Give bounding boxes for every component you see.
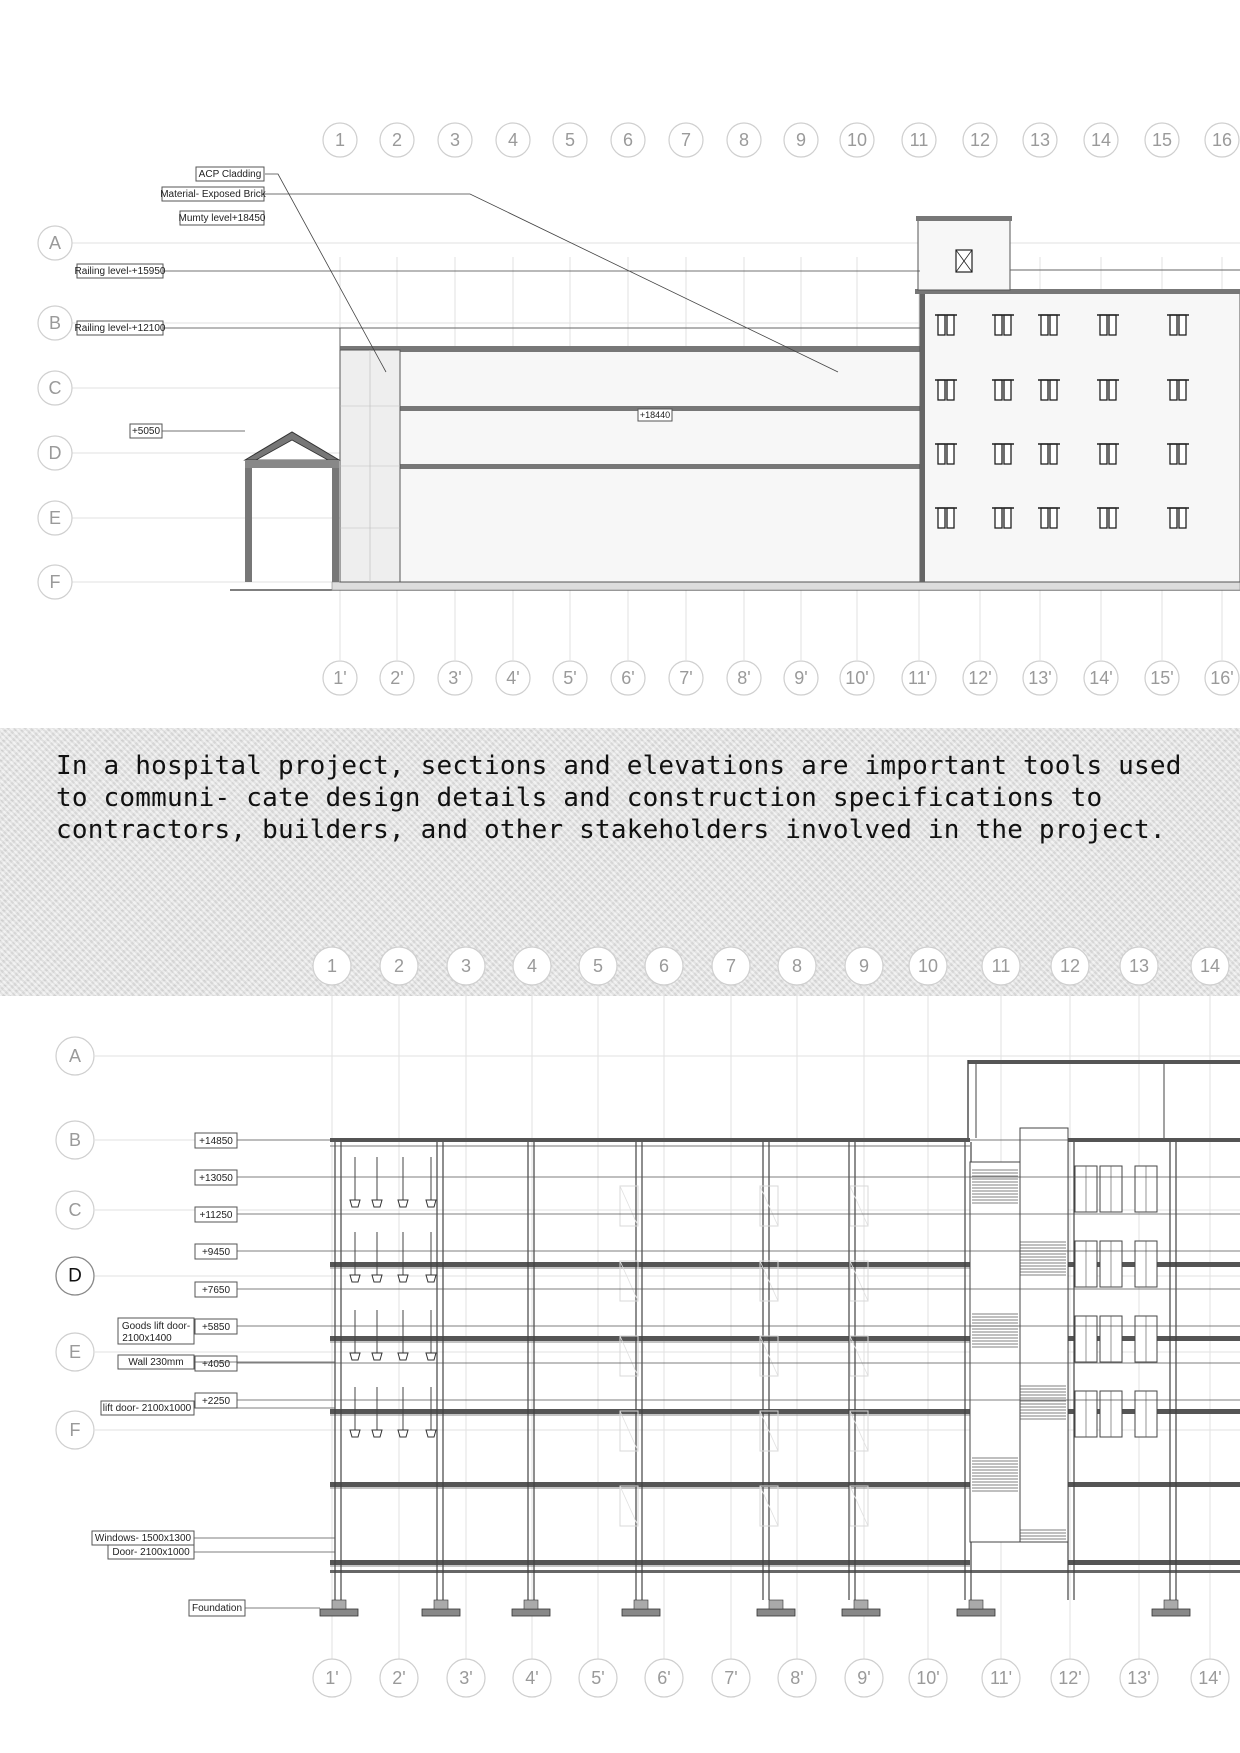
svg-text:A: A [68, 1046, 82, 1066]
elevation-column-bubble-prime-1 [323, 661, 357, 695]
section-column-bubble-prime-13 [1120, 1659, 1158, 1697]
svg-text:7: 7 [725, 956, 737, 976]
goods-lift-door-label [118, 1318, 194, 1344]
svg-text:6': 6' [621, 668, 635, 688]
railing-level-15950-label [75, 264, 166, 278]
section-column-bubble-12 [1051, 947, 1089, 985]
elevation-column-bubble-prime-16 [1205, 661, 1239, 695]
level-tag-5850 [195, 1319, 237, 1334]
elevation-column-bubble-prime-14 [1084, 661, 1118, 695]
section-column-bubble-3 [447, 947, 485, 985]
svg-text:3': 3' [448, 668, 462, 688]
elevation-column-bubble-10 [840, 123, 874, 157]
section-row-bubble-e [56, 1333, 94, 1371]
section-column-bubble-prime-1 [313, 1659, 351, 1697]
svg-text:8': 8' [790, 1668, 804, 1688]
elevation-column-bubble-prime-4 [496, 661, 530, 695]
section-row-bubble-a [56, 1037, 94, 1075]
elevation-column-bubble-5 [553, 123, 587, 157]
section-column-bubble-prime-14 [1191, 1659, 1229, 1697]
svg-text:6: 6 [658, 956, 670, 976]
svg-text:7: 7 [680, 130, 692, 150]
level-tag-11250 [195, 1207, 237, 1222]
material-brick-label [160, 187, 267, 201]
elevation-column-bubble-2 [380, 123, 414, 157]
elevation-column-bubble-13 [1023, 123, 1057, 157]
elevation-column-bubble-4 [496, 123, 530, 157]
elevation-row-bubble-a [38, 226, 72, 260]
elevation-column-bubble-prime-5 [553, 661, 587, 695]
svg-text:Foundation: Foundation [191, 1603, 243, 1614]
svg-text:9: 9 [858, 956, 870, 976]
section-column-bubble-prime-3 [447, 1659, 485, 1697]
svg-text:13': 13' [1028, 668, 1052, 688]
svg-text:A: A [48, 233, 62, 253]
svg-text:5': 5' [563, 668, 577, 688]
svg-text:11': 11' [907, 668, 931, 688]
svg-text:14: 14 [1199, 956, 1221, 976]
elevation-column-bubble-1 [323, 123, 357, 157]
section-toilets [350, 1157, 436, 1437]
section-column-bubble-9 [845, 947, 883, 985]
section-column-bubble-7 [712, 947, 750, 985]
level-tag-7650 [195, 1282, 237, 1297]
svg-text:9': 9' [857, 1668, 871, 1688]
elevation-column-bubble-prime-11 [902, 661, 936, 695]
section-column-bubble-10 [909, 947, 947, 985]
svg-text:5: 5 [592, 956, 604, 976]
section-doors [1075, 1166, 1157, 1437]
svg-text:Railing level-+15950: Railing level-+15950 [74, 266, 166, 277]
acp-cladding-label [196, 167, 264, 181]
svg-text:2: 2 [391, 130, 403, 150]
section-column-bubble-prime-10 [909, 1659, 947, 1697]
svg-text:E: E [48, 508, 62, 528]
svg-text:14': 14' [1089, 668, 1113, 688]
elevation-column-bubble-7 [669, 123, 703, 157]
section-column-bubble-prime-12 [1051, 1659, 1089, 1697]
svg-text:15: 15 [1151, 130, 1173, 150]
section-row-bubble-c [56, 1191, 94, 1229]
svg-text:+2250: +2250 [201, 1396, 231, 1407]
svg-text:10': 10' [845, 668, 869, 688]
elevation-building [230, 216, 1240, 590]
svg-text:2': 2' [390, 668, 404, 688]
svg-text:+13050: +13050 [199, 1173, 233, 1184]
elevation-row-bubble-c [38, 371, 72, 405]
svg-text:+9450: +9450 [201, 1247, 231, 1258]
elevation-column-bubble-prime-7 [669, 661, 703, 695]
section-column-bubble-11 [982, 947, 1020, 985]
section-column-bubble-prime-5 [579, 1659, 617, 1697]
svg-text:5: 5 [564, 130, 576, 150]
elevation-column-bubble-prime-10 [840, 661, 874, 695]
section-column-bubble-4 [513, 947, 551, 985]
svg-text:Goods lift door-: Goods lift door- [121, 1321, 191, 1332]
section-column-bubble-prime-7 [712, 1659, 750, 1697]
svg-text:D: D [48, 443, 62, 463]
svg-text:lift door- 2100x1000: lift door- 2100x1000 [102, 1403, 192, 1414]
section-column-bubble-6 [645, 947, 683, 985]
level-tag-2250 [195, 1393, 237, 1408]
svg-text:1': 1' [325, 1668, 339, 1688]
section-column-bubble-prime-4 [513, 1659, 551, 1697]
section-column-bubble-1 [313, 947, 351, 985]
section-column-bubble-14 [1191, 947, 1229, 985]
svg-text:4: 4 [526, 956, 538, 976]
svg-text:C: C [68, 1200, 82, 1220]
stair-core [970, 1128, 1068, 1542]
section-footings [320, 1600, 1190, 1616]
level-tag-13050 [195, 1170, 237, 1185]
svg-text:3: 3 [449, 130, 461, 150]
svg-text:12: 12 [969, 130, 991, 150]
svg-text:3: 3 [460, 956, 472, 976]
svg-text:Material- Exposed Brick: Material- Exposed Brick [160, 189, 266, 200]
level-tag-14850 [195, 1133, 237, 1148]
elevation-column-bubble-prime-2 [380, 661, 414, 695]
svg-text:+5850: +5850 [201, 1322, 231, 1333]
elevation-row-bubble-b [38, 306, 72, 340]
mumty-level-label [179, 211, 266, 225]
svg-text:1: 1 [334, 130, 346, 150]
svg-text:B: B [68, 1130, 82, 1150]
svg-text:E: E [68, 1342, 82, 1362]
svg-text:8: 8 [791, 956, 803, 976]
windows-size-label [92, 1531, 194, 1545]
elevation-column-bubble-8 [727, 123, 761, 157]
svg-text:4: 4 [507, 130, 519, 150]
svg-text:+7650: +7650 [201, 1285, 231, 1296]
svg-text:+5050: +5050 [131, 426, 161, 437]
elevation-column-bubble-14 [1084, 123, 1118, 157]
elevation-row-bubble-d [38, 436, 72, 470]
svg-text:Door- 2100x1000: Door- 2100x1000 [112, 1547, 190, 1558]
svg-text:14: 14 [1090, 130, 1112, 150]
svg-text:+14850: +14850 [199, 1136, 233, 1147]
svg-text:10: 10 [846, 130, 868, 150]
svg-text:Mumty level+18450: Mumty level+18450 [178, 213, 266, 224]
svg-text:1: 1 [326, 956, 338, 976]
svg-text:2: 2 [393, 956, 405, 976]
section-building [320, 1060, 1240, 1616]
svg-text:2': 2' [392, 1668, 406, 1688]
svg-text:2100x1400: 2100x1400 [122, 1333, 172, 1344]
section-row-bubble-b [56, 1121, 94, 1159]
svg-text:7': 7' [679, 668, 693, 688]
section-column-bubble-13 [1120, 947, 1158, 985]
section-column-bubble-prime-2 [380, 1659, 418, 1697]
elevation-column-bubble-prime-15 [1145, 661, 1179, 695]
svg-text:11: 11 [909, 130, 929, 150]
svg-text:4': 4' [506, 668, 520, 688]
elevation-column-bubble-9 [784, 123, 818, 157]
svg-text:Wall 230mm: Wall 230mm [128, 1357, 184, 1368]
svg-text:+11250: +11250 [199, 1210, 233, 1221]
svg-text:13': 13' [1127, 1668, 1151, 1688]
building-section-drawing [0, 956, 1240, 1710]
level-tag-9450 [195, 1244, 237, 1259]
svg-text:13: 13 [1029, 130, 1051, 150]
svg-text:9: 9 [795, 130, 807, 150]
svg-text:D: D [68, 1265, 82, 1287]
section-row-bubble-d [56, 1257, 94, 1295]
svg-text:Railing level-+12100: Railing level-+12100 [74, 323, 166, 334]
svg-text:10: 10 [917, 956, 939, 976]
svg-text:16: 16 [1211, 130, 1233, 150]
elevation-column-bubble-16 [1205, 123, 1239, 157]
elevation-column-bubble-prime-9 [784, 661, 818, 695]
elevation-column-bubble-6 [611, 123, 645, 157]
svg-text:C: C [48, 378, 62, 398]
svg-text:14': 14' [1198, 1668, 1222, 1688]
svg-text:8': 8' [737, 668, 751, 688]
elevation-row-bubble-f [38, 565, 72, 599]
svg-text:5': 5' [591, 1668, 605, 1688]
section-column-bubble-2 [380, 947, 418, 985]
lift-door-label [101, 1401, 194, 1415]
svg-text:B: B [48, 313, 62, 333]
wall-230mm-label [118, 1355, 194, 1369]
elevation-row-bubble-e [38, 501, 72, 535]
section-column-bubble-prime-8 [778, 1659, 816, 1697]
section-level-tags [195, 1133, 237, 1408]
level-tag-4050 [195, 1356, 237, 1371]
svg-text:6': 6' [657, 1668, 671, 1688]
svg-text:9': 9' [794, 668, 808, 688]
level-18440-label [638, 409, 672, 421]
svg-text:12': 12' [968, 668, 992, 688]
svg-text:11': 11' [989, 1668, 1013, 1688]
svg-text:13: 13 [1128, 956, 1150, 976]
section-row-bubble-f [56, 1411, 94, 1449]
elevation-column-bubble-prime-6 [611, 661, 645, 695]
svg-text:4': 4' [525, 1668, 539, 1688]
section-column-bubble-prime-6 [645, 1659, 683, 1697]
elevation-column-bubble-11 [902, 123, 936, 157]
svg-text:11: 11 [991, 956, 1011, 976]
section-column-bubble-prime-11 [982, 1659, 1020, 1697]
project-description: In a hospital project, sections and elevations are important tools used to communi- cate design details and construction specifications to contractors, builders, and other stakeholders involved in the project. [56, 751, 1182, 845]
svg-text:6: 6 [622, 130, 634, 150]
svg-text:16': 16' [1210, 668, 1234, 688]
svg-text:Windows- 1500x1300: Windows- 1500x1300 [94, 1533, 192, 1544]
elevation-column-bubble-12 [963, 123, 997, 157]
svg-text:12: 12 [1059, 956, 1081, 976]
elevation-column-bubble-prime-3 [438, 661, 472, 695]
svg-text:1': 1' [333, 668, 347, 688]
svg-text:F: F [69, 1420, 81, 1440]
elevation-column-bubble-prime-13 [1023, 661, 1057, 695]
svg-text:F: F [49, 572, 61, 592]
level-5050-label [130, 424, 162, 438]
section-column-bubble-prime-9 [845, 1659, 883, 1697]
svg-text:12': 12' [1058, 1668, 1082, 1688]
section-column-bubble-5 [579, 947, 617, 985]
elevation-column-bubble-3 [438, 123, 472, 157]
section-column-bubble-8 [778, 947, 816, 985]
elevation-column-bubble-prime-8 [727, 661, 761, 695]
elevation-column-bubble-prime-12 [963, 661, 997, 695]
svg-text:ACP Cladding: ACP Cladding [198, 169, 262, 180]
foundation-label [189, 1600, 245, 1616]
door-size-label [108, 1545, 194, 1559]
svg-text:+4050: +4050 [201, 1359, 231, 1370]
svg-text:+18440: +18440 [639, 410, 671, 420]
front-elevation-drawing [0, 100, 1240, 720]
railing-level-12100-label [75, 321, 166, 335]
svg-text:10': 10' [916, 1668, 940, 1688]
elevation-column-bubble-15 [1145, 123, 1179, 157]
svg-text:3': 3' [459, 1668, 473, 1688]
svg-text:8: 8 [738, 130, 750, 150]
svg-text:15': 15' [1150, 668, 1174, 688]
svg-text:7': 7' [724, 1668, 738, 1688]
